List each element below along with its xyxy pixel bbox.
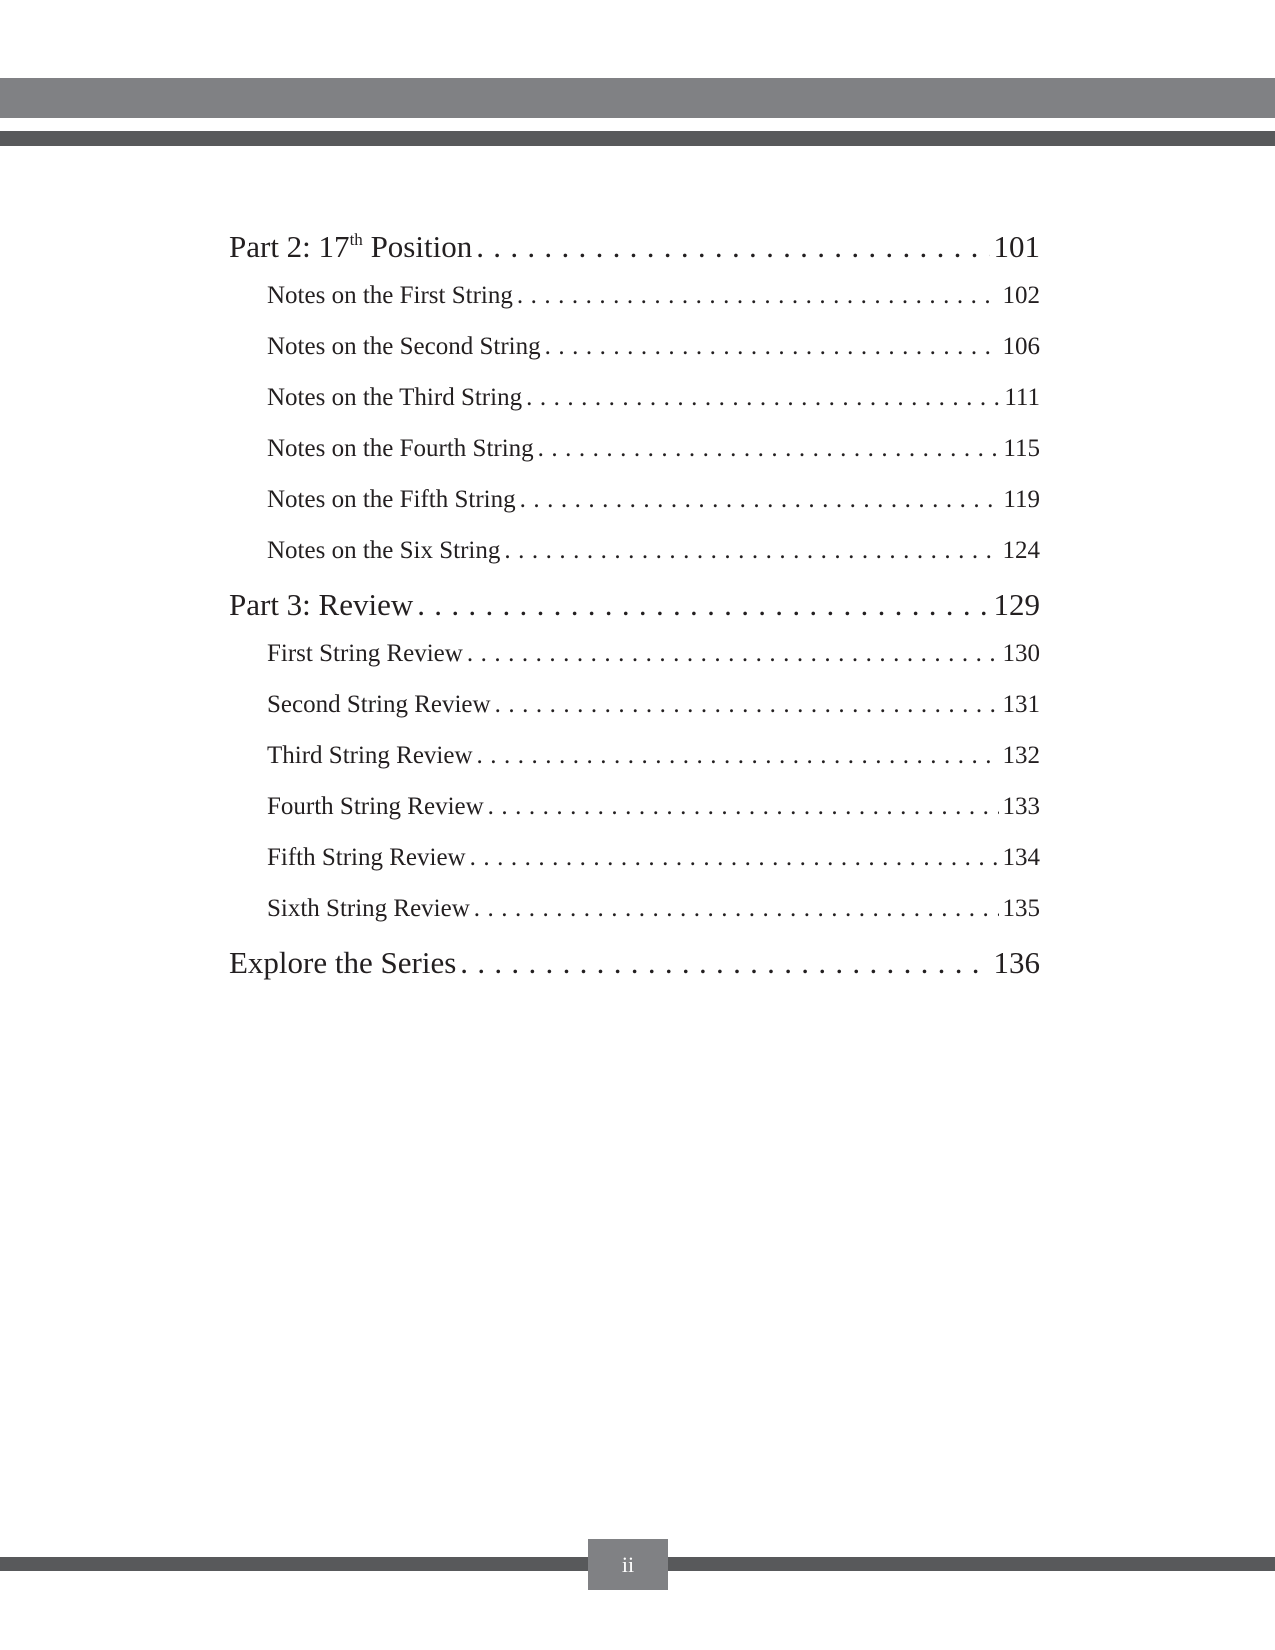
toc-part-2[interactable]	[229, 224, 1040, 270]
toc-entry-fifth-string-review[interactable]	[229, 832, 1040, 883]
toc-explore-label: Explore the Series	[229, 945, 457, 980]
toc-entry-label: Sixth String Review	[267, 895, 470, 922]
dot-leader	[477, 730, 999, 781]
toc-entry-page: 133	[1002, 793, 1040, 820]
toc-entry-label: Fourth String Review	[267, 793, 484, 820]
dot-leader	[467, 628, 999, 679]
toc-entry-page: 135	[1002, 895, 1040, 922]
toc-entry-page: 131	[1002, 691, 1040, 718]
dot-leader	[470, 832, 999, 883]
toc-entry-label: Notes on the Six String	[267, 537, 501, 564]
dot-leader	[517, 270, 999, 321]
toc-entry-first-string[interactable]	[229, 270, 1040, 321]
toc-entry-page: 130	[1002, 640, 1040, 667]
table-of-contents	[229, 224, 1040, 986]
toc-entry-label: Fifth String Review	[267, 844, 466, 871]
toc-entry-first-string-review[interactable]	[229, 628, 1040, 679]
toc-entry-second-string[interactable]	[229, 321, 1040, 372]
toc-entry-label: Notes on the First String	[267, 282, 513, 309]
toc-entry-page: 132	[1002, 742, 1040, 769]
header-rule	[0, 131, 1275, 146]
page-number-tab	[588, 1539, 668, 1590]
ordinal-superscript: th	[349, 230, 363, 250]
toc-entry-third-string-review[interactable]	[229, 730, 1040, 781]
dot-leader	[488, 781, 999, 832]
dot-leader	[520, 474, 1000, 525]
toc-entry-six-string[interactable]	[229, 525, 1040, 576]
toc-entry-page: 134	[1002, 844, 1040, 871]
dot-leader	[504, 525, 998, 576]
toc-entry-third-string[interactable]	[229, 372, 1040, 423]
toc-entry-label: Notes on the Third String	[267, 384, 523, 411]
dot-leader	[526, 372, 1000, 423]
toc-entry-page: 111	[1004, 384, 1040, 411]
page-number: ii	[621, 1552, 635, 1577]
toc-entry-label: Third String Review	[267, 742, 473, 769]
toc-entry-label: Notes on the Fourth String	[267, 435, 534, 462]
toc-entry-sixth-string-review[interactable]	[229, 883, 1040, 934]
toc-entry-page: 119	[1003, 486, 1040, 513]
toc-entry-label: First String Review	[267, 640, 463, 667]
dot-leader	[460, 940, 989, 986]
dot-leader	[545, 321, 999, 372]
dot-leader	[538, 423, 1000, 474]
dot-leader	[495, 679, 999, 730]
toc-part-2-page: 101	[993, 229, 1040, 264]
toc-part-3[interactable]	[229, 582, 1040, 628]
toc-entry-label: Notes on the Second String	[267, 333, 541, 360]
dot-leader	[417, 582, 989, 628]
toc-entry-page: 115	[1003, 435, 1040, 462]
toc-entry-label: Notes on the Fifth String	[267, 486, 516, 513]
toc-entry-fifth-string[interactable]	[229, 474, 1040, 525]
toc-explore-series[interactable]	[229, 940, 1040, 986]
toc-part-3-label: Part 3: Review	[229, 587, 414, 622]
header-band	[0, 78, 1275, 118]
toc-entry-label: Second String Review	[267, 691, 491, 718]
dot-leader	[474, 883, 999, 934]
toc-entry-fourth-string[interactable]	[229, 423, 1040, 474]
toc-entry-page: 102	[1002, 282, 1040, 309]
toc-explore-page: 136	[993, 945, 1040, 980]
dot-leader	[476, 224, 989, 270]
toc-entry-second-string-review[interactable]	[229, 679, 1040, 730]
toc-part-2-label: Part 2: 17th Position	[229, 229, 473, 264]
toc-entry-page: 106	[1002, 333, 1040, 360]
toc-part-3-page: 129	[993, 587, 1040, 622]
toc-entry-fourth-string-review[interactable]	[229, 781, 1040, 832]
toc-entry-page: 124	[1002, 537, 1040, 564]
